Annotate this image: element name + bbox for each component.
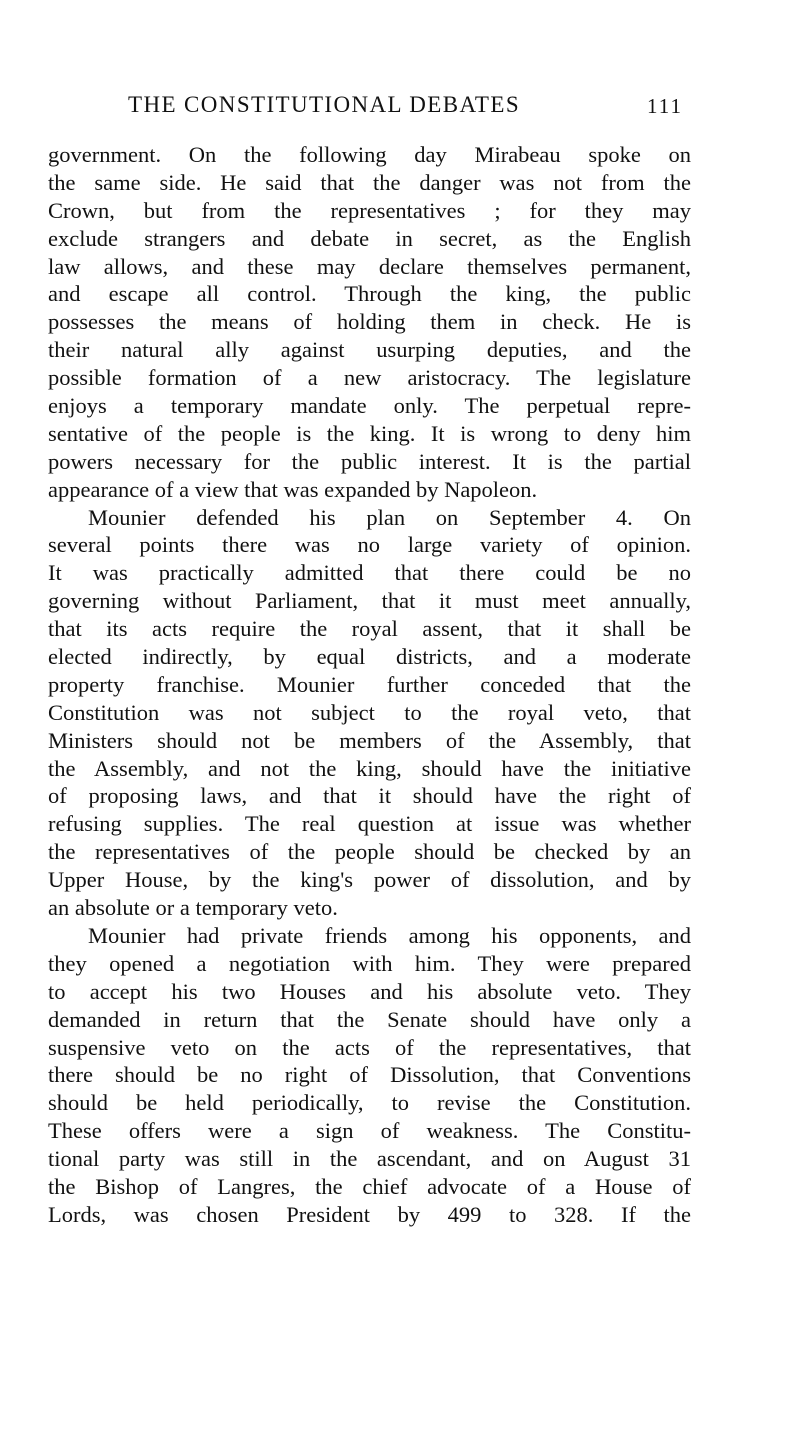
text-line: there should be no right of Dissolution, that Conventions [48,1062,691,1088]
text-line: the Assembly, and not the king, should have the initiative [48,755,691,781]
text-line: Mounier had private friends among his opponents, and [88,922,691,948]
text-line: the representatives of the people should be checked by an [48,839,691,865]
text-line: they opened a negotiation with him. They were prepared [48,950,691,976]
text-line: demanded in return that the Senate should have only a [48,1006,691,1032]
text-line: possible formation of a new aristocracy. The legislature [48,365,691,391]
text-line: tional party was still in the ascendant, and on August 31 [48,1146,691,1172]
text-line: These offers were a sign of weakness. The Constitu- [48,1118,691,1144]
text-line: the same side. He said that the danger was not from the [48,169,691,195]
text-line: elected indirectly, by equal districts, and a moderate [48,644,691,670]
text-line: sentative of the people is the king. It is wrong to deny him [48,420,691,446]
running-header [128,92,683,124]
text-line: suspensive veto on the acts of the representatives, that [48,1034,691,1060]
text-line: Lords, was chosen President by 499 to 328. If the [48,1201,691,1227]
text-line: an absolute or a temporary veto. [48,895,338,921]
text-line: Ministers should not be members of the Assembly, that [48,727,691,753]
text-line: government. On the following day Mirabeau spoke on [48,142,691,167]
text-line: Upper House, by the king's power of dissolution, and by [48,867,691,893]
text-line: appearance of a view that was expanded by Napoleon. [48,476,538,502]
text-line: refusing supplies. The real question at issue was whether [48,811,691,837]
running-title: THE CONSTITUTIONAL DEBATES [128,92,521,117]
text-line: their natural ally against usurping deputies, and the [48,337,691,363]
text-line: It was practically admitted that there could be no [48,560,691,586]
text-line: Mounier defended his plan on September 4. On [88,504,691,530]
body-text [48,141,691,1229]
text-line: several points there was no large variety of opinion. [48,532,691,558]
text-line: property franchise. Mounier further conceded that the [48,671,691,697]
text-line: that its acts require the royal assent, that it shall be [48,616,691,642]
page-number: 111 [647,94,683,118]
text-line: governing without Parliament, that it must meet annually, [48,588,691,614]
text-line: to accept his two Houses and his absolute veto. They [48,978,691,1004]
text-line: Constitution was not subject to the royal veto, that [48,699,691,725]
text-line: powers necessary for the public interest. It is the partial [48,448,691,474]
text-line: Crown, but from the representatives ; for they may [48,197,691,223]
text-line: possesses the means of holding them in check. He is [48,309,691,335]
text-line: should be held periodically, to revise the Constitution. [48,1090,691,1116]
text-line: the Bishop of Langres, the chief advocate of a House of [48,1173,691,1199]
text-line: exclude strangers and debate in secret, as the English [48,225,691,251]
text-line: of proposing laws, and that it should have the right of [48,783,691,809]
text-line: law allows, and these may declare themselves permanent, [48,253,691,279]
text-line: and escape all control. Through the king, the public [48,281,691,307]
text-line: enjoys a temporary mandate only. The perpetual repre- [48,393,691,419]
